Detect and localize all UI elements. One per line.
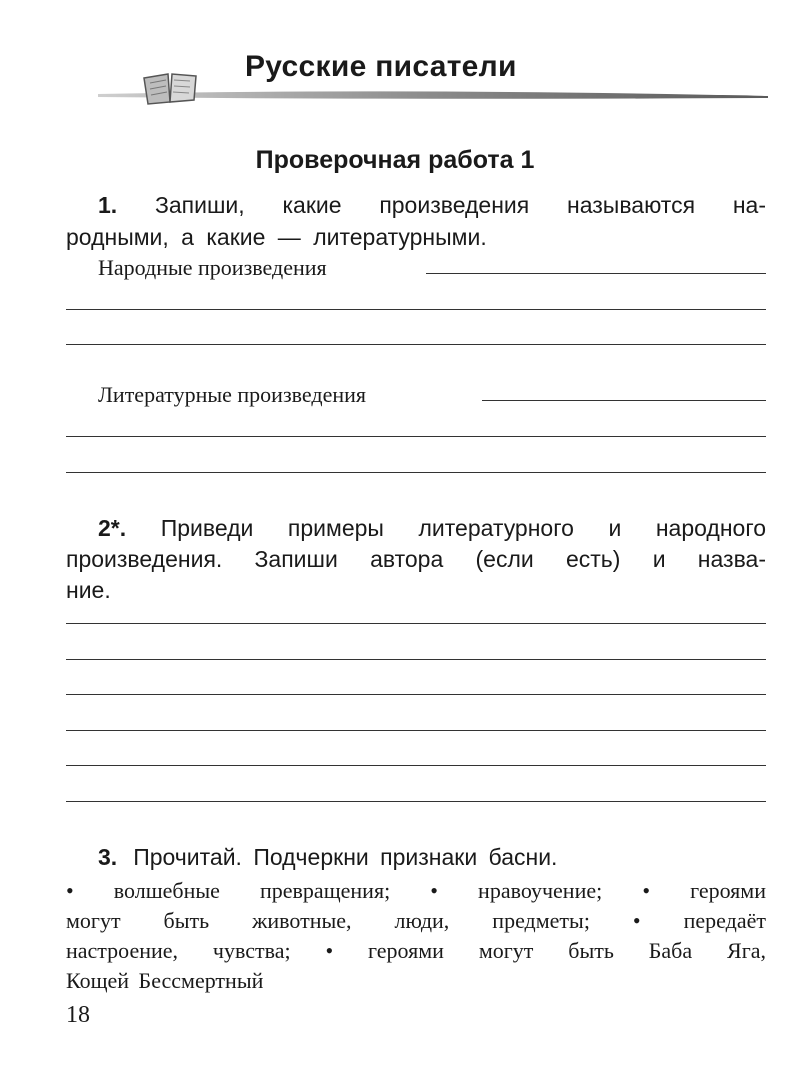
answer-line[interactable] xyxy=(66,694,766,695)
task1-line2: родными, а какие — литературными. xyxy=(66,224,487,250)
task1-line1 xyxy=(98,189,766,221)
answer-line[interactable] xyxy=(482,400,766,401)
task2-text-line1: Приведи примеры литературного и народного xyxy=(160,515,766,541)
task2-line2: произведения. Запиши автора (если есть) и назва- xyxy=(66,546,766,572)
work-title: Проверочная работа 1 xyxy=(255,146,535,174)
answer-line[interactable] xyxy=(66,436,766,437)
page-number: 18 xyxy=(66,1002,90,1028)
fable-features-line4[interactable]: Кощей Бессмертный xyxy=(66,968,264,993)
answer-line[interactable] xyxy=(426,273,766,274)
answer-line[interactable] xyxy=(66,344,766,345)
task1-text-line1: Запиши, какие произведения называются на- xyxy=(154,192,766,218)
section-title: Русские писатели xyxy=(245,50,517,83)
answer-line[interactable] xyxy=(66,309,766,310)
answer-line[interactable] xyxy=(66,730,766,731)
task2-number: 2*. xyxy=(98,515,127,541)
literary-works-label: Литературные произведения xyxy=(98,382,367,407)
answer-line[interactable] xyxy=(66,623,766,624)
answer-line[interactable] xyxy=(66,765,766,766)
folk-works-label: Народные произведения xyxy=(98,255,327,280)
answer-line[interactable] xyxy=(66,801,766,802)
task2-line3: ние. xyxy=(66,577,111,603)
answer-line[interactable] xyxy=(66,472,766,473)
open-book-icon xyxy=(140,68,200,108)
answer-line[interactable] xyxy=(66,659,766,660)
fable-features-line3[interactable]: настроение, чувства; • героями могут быть Баба Яга, xyxy=(66,938,766,963)
task3-number: 3. xyxy=(98,844,118,870)
task3-heading xyxy=(98,841,557,873)
task1-number: 1. xyxy=(98,192,118,218)
task2-line1 xyxy=(98,512,766,544)
fable-features-line1[interactable]: • волшебные превращения; • нравоучение; • героями xyxy=(66,878,766,903)
task3-instruction: Прочитай. Подчеркни признаки басни. xyxy=(133,844,558,870)
fable-features-line2[interactable]: могут быть животные, люди, предметы; • передаёт xyxy=(66,908,766,933)
